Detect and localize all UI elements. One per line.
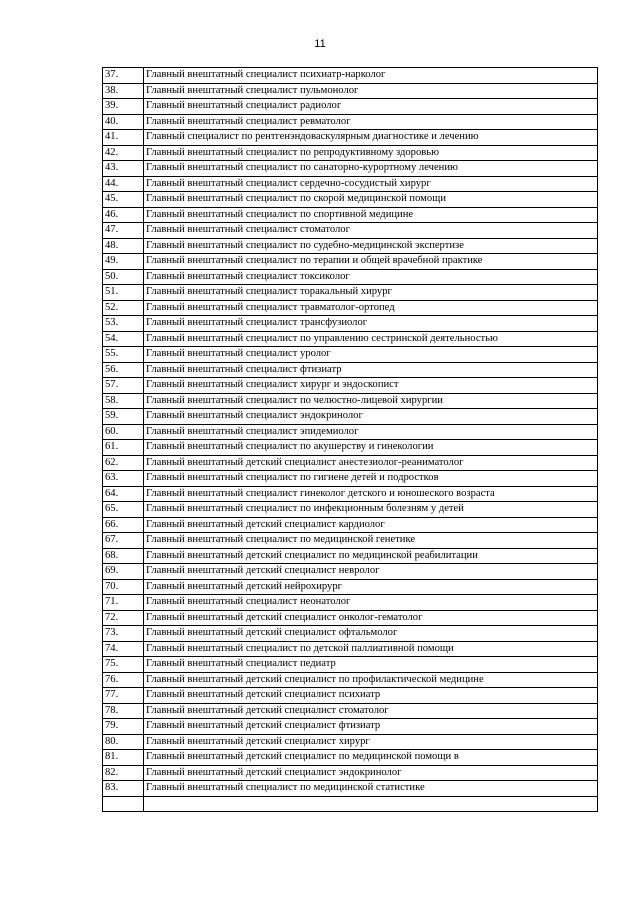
specialist-title-cell: Главный внештатный детский специалист хирург — [144, 734, 598, 750]
row-number-cell: 55. — [103, 347, 144, 363]
table-row — [103, 750, 598, 766]
specialist-title-cell: Главный внештатный специалист по судебно-медицинской экспертизе — [144, 238, 598, 254]
row-number-cell: 65. — [103, 502, 144, 518]
row-number-cell: 60. — [103, 424, 144, 440]
table-row — [103, 316, 598, 332]
table-row — [103, 595, 598, 611]
table-row — [103, 765, 598, 781]
table-row — [103, 300, 598, 316]
table-row — [103, 517, 598, 533]
table-row — [103, 796, 598, 812]
specialist-title-cell: Главный внештатный специалист по акушерству и гинекологии — [144, 440, 598, 456]
specialist-title-cell: Главный внештатный детский специалист кардиолог — [144, 517, 598, 533]
row-number-cell: 71. — [103, 595, 144, 611]
row-number-cell: 77. — [103, 688, 144, 704]
table-row — [103, 719, 598, 735]
table-row — [103, 533, 598, 549]
table-row — [103, 486, 598, 502]
specialist-title-cell: Главный внештатный детский специалист психиатр — [144, 688, 598, 704]
specialist-title-cell: Главный внештатный специалист хирург и эндоскопист — [144, 378, 598, 394]
specialist-title-cell: Главный внештатный специалист по репродуктивному здоровью — [144, 145, 598, 161]
row-number-cell: 62. — [103, 455, 144, 471]
table-row — [103, 114, 598, 130]
row-number-cell: 51. — [103, 285, 144, 301]
row-number-cell: 54. — [103, 331, 144, 347]
specialist-title-cell: Главный внештатный специалист гинеколог детского и юношеского возраста — [144, 486, 598, 502]
specialist-title-cell: Главный внештатный специалист уролог — [144, 347, 598, 363]
row-number-cell: 49. — [103, 254, 144, 270]
row-number-cell: 63. — [103, 471, 144, 487]
table-row — [103, 703, 598, 719]
specialist-title-cell: Главный внештатный специалист токсиколог — [144, 269, 598, 285]
table-row — [103, 223, 598, 239]
specialist-title-cell: Главный внештатный детский специалист анестезиолог-реаниматолог — [144, 455, 598, 471]
table-row — [103, 672, 598, 688]
specialist-title-cell: Главный внештатный специалист стоматолог — [144, 223, 598, 239]
row-number-cell — [103, 796, 144, 812]
table-row — [103, 548, 598, 564]
row-number-cell: 40. — [103, 114, 144, 130]
specialist-title-cell: Главный внештатный детский специалист по медицинской реабилитации — [144, 548, 598, 564]
table-row — [103, 424, 598, 440]
table-row — [103, 393, 598, 409]
specialist-title-cell: Главный внештатный специалист ревматолог — [144, 114, 598, 130]
row-number-cell: 58. — [103, 393, 144, 409]
row-number-cell: 82. — [103, 765, 144, 781]
row-number-cell: 52. — [103, 300, 144, 316]
table-row — [103, 440, 598, 456]
specialist-title-cell: Главный внештатный специалист психиатр-нарколог — [144, 68, 598, 84]
row-number-cell: 68. — [103, 548, 144, 564]
specialist-title-cell: Главный внештатный детский специалист по медицинской помощи в — [144, 750, 598, 766]
row-number-cell: 45. — [103, 192, 144, 208]
specialist-title-cell: Главный внештатный специалист эпидемиолог — [144, 424, 598, 440]
table-row — [103, 192, 598, 208]
table-row — [103, 626, 598, 642]
row-number-cell: 66. — [103, 517, 144, 533]
specialist-title-cell: Главный внештатный детский специалист по профилактической медицине — [144, 672, 598, 688]
table-row — [103, 455, 598, 471]
table-row — [103, 347, 598, 363]
specialist-title-cell: Главный внештатный детский нейрохирург — [144, 579, 598, 595]
table-row — [103, 331, 598, 347]
row-number-cell: 39. — [103, 99, 144, 115]
table-row — [103, 781, 598, 797]
specialist-title-cell: Главный внештатный детский специалист стоматолог — [144, 703, 598, 719]
row-number-cell: 67. — [103, 533, 144, 549]
specialist-title-cell: Главный внештатный специалист по детской паллиативной помощи — [144, 641, 598, 657]
table-row — [103, 641, 598, 657]
row-number-cell: 70. — [103, 579, 144, 595]
specialist-title-cell: Главный внештатный специалист по челюстно-лицевой хирургии — [144, 393, 598, 409]
table-row — [103, 269, 598, 285]
row-number-cell: 37. — [103, 68, 144, 84]
specialist-title-cell: Главный внештатный специалист эндокринолог — [144, 409, 598, 425]
table-row — [103, 161, 598, 177]
specialist-title-cell — [144, 796, 598, 812]
table-row — [103, 68, 598, 84]
specialist-title-cell: Главный внештатный специалист по терапии и общей врачебной практике — [144, 254, 598, 270]
specialist-title-cell: Главный внештатный специалист по гигиене детей и подростков — [144, 471, 598, 487]
table-row — [103, 688, 598, 704]
row-number-cell: 61. — [103, 440, 144, 456]
row-number-cell: 80. — [103, 734, 144, 750]
specialist-title-cell: Главный внештатный детский специалист эндокринолог — [144, 765, 598, 781]
specialist-title-cell: Главный внештатный специалист по скорой медицинской помощи — [144, 192, 598, 208]
table-row — [103, 378, 598, 394]
table-body — [103, 68, 598, 812]
specialist-title-cell: Главный внештатный детский специалист фтизиатр — [144, 719, 598, 735]
table-row — [103, 362, 598, 378]
specialist-title-cell: Главный внештатный специалист радиолог — [144, 99, 598, 115]
row-number-cell: 38. — [103, 83, 144, 99]
specialist-title-cell: Главный внештатный специалист сердечно-сосудистый хирург — [144, 176, 598, 192]
table-row — [103, 734, 598, 750]
row-number-cell: 46. — [103, 207, 144, 223]
table-row — [103, 285, 598, 301]
specialists-table — [102, 67, 598, 812]
row-number-cell: 78. — [103, 703, 144, 719]
specialist-title-cell: Главный внештатный специалист педиатр — [144, 657, 598, 673]
page-number: 11 — [314, 38, 326, 50]
row-number-cell: 43. — [103, 161, 144, 177]
row-number-cell: 59. — [103, 409, 144, 425]
specialist-title-cell: Главный внештатный специалист торакальный хирург — [144, 285, 598, 301]
row-number-cell: 83. — [103, 781, 144, 797]
row-number-cell: 41. — [103, 130, 144, 146]
table-row — [103, 99, 598, 115]
specialist-title-cell: Главный внештатный специалист по санаторно-курортному лечению — [144, 161, 598, 177]
row-number-cell: 42. — [103, 145, 144, 161]
row-number-cell: 48. — [103, 238, 144, 254]
specialist-title-cell: Главный внештатный специалист трансфузиолог — [144, 316, 598, 332]
specialist-title-cell: Главный внештатный специалист по спортивной медицине — [144, 207, 598, 223]
row-number-cell: 64. — [103, 486, 144, 502]
row-number-cell: 73. — [103, 626, 144, 642]
row-number-cell: 74. — [103, 641, 144, 657]
table-row — [103, 238, 598, 254]
specialist-title-cell: Главный внештатный специалист по медицинской статистике — [144, 781, 598, 797]
row-number-cell: 76. — [103, 672, 144, 688]
table-row — [103, 579, 598, 595]
row-number-cell: 53. — [103, 316, 144, 332]
row-number-cell: 56. — [103, 362, 144, 378]
table-row — [103, 610, 598, 626]
table-row — [103, 207, 598, 223]
specialist-title-cell: Главный внештатный детский специалист невролог — [144, 564, 598, 580]
row-number-cell: 81. — [103, 750, 144, 766]
specialist-title-cell: Главный внештатный детский специалист офтальмолог — [144, 626, 598, 642]
row-number-cell: 75. — [103, 657, 144, 673]
table-row — [103, 145, 598, 161]
specialist-title-cell: Главный внештатный специалист по медицинской генетике — [144, 533, 598, 549]
table-row — [103, 502, 598, 518]
table-row — [103, 564, 598, 580]
row-number-cell: 47. — [103, 223, 144, 239]
row-number-cell: 44. — [103, 176, 144, 192]
specialist-title-cell: Главный внештатный специалист травматолог-ортопед — [144, 300, 598, 316]
row-number-cell: 69. — [103, 564, 144, 580]
row-number-cell: 79. — [103, 719, 144, 735]
specialist-title-cell: Главный специалист по рентгенэндоваскулярным диагностике и лечению — [144, 130, 598, 146]
specialist-title-cell: Главный внештатный специалист по инфекционным болезням у детей — [144, 502, 598, 518]
table-row — [103, 471, 598, 487]
table-row — [103, 176, 598, 192]
table-row — [103, 657, 598, 673]
specialist-title-cell: Главный внештатный специалист неонатолог — [144, 595, 598, 611]
row-number-cell: 50. — [103, 269, 144, 285]
specialist-title-cell: Главный внештатный специалист по управлению сестринской деятельностью — [144, 331, 598, 347]
specialist-title-cell: Главный внештатный специалист фтизиатр — [144, 362, 598, 378]
specialist-title-cell: Главный внештатный специалист пульмонолог — [144, 83, 598, 99]
specialist-title-cell: Главный внештатный детский специалист онколог-гематолог — [144, 610, 598, 626]
table-row — [103, 83, 598, 99]
table-row — [103, 130, 598, 146]
table-row — [103, 409, 598, 425]
table-row — [103, 254, 598, 270]
row-number-cell: 57. — [103, 378, 144, 394]
row-number-cell: 72. — [103, 610, 144, 626]
